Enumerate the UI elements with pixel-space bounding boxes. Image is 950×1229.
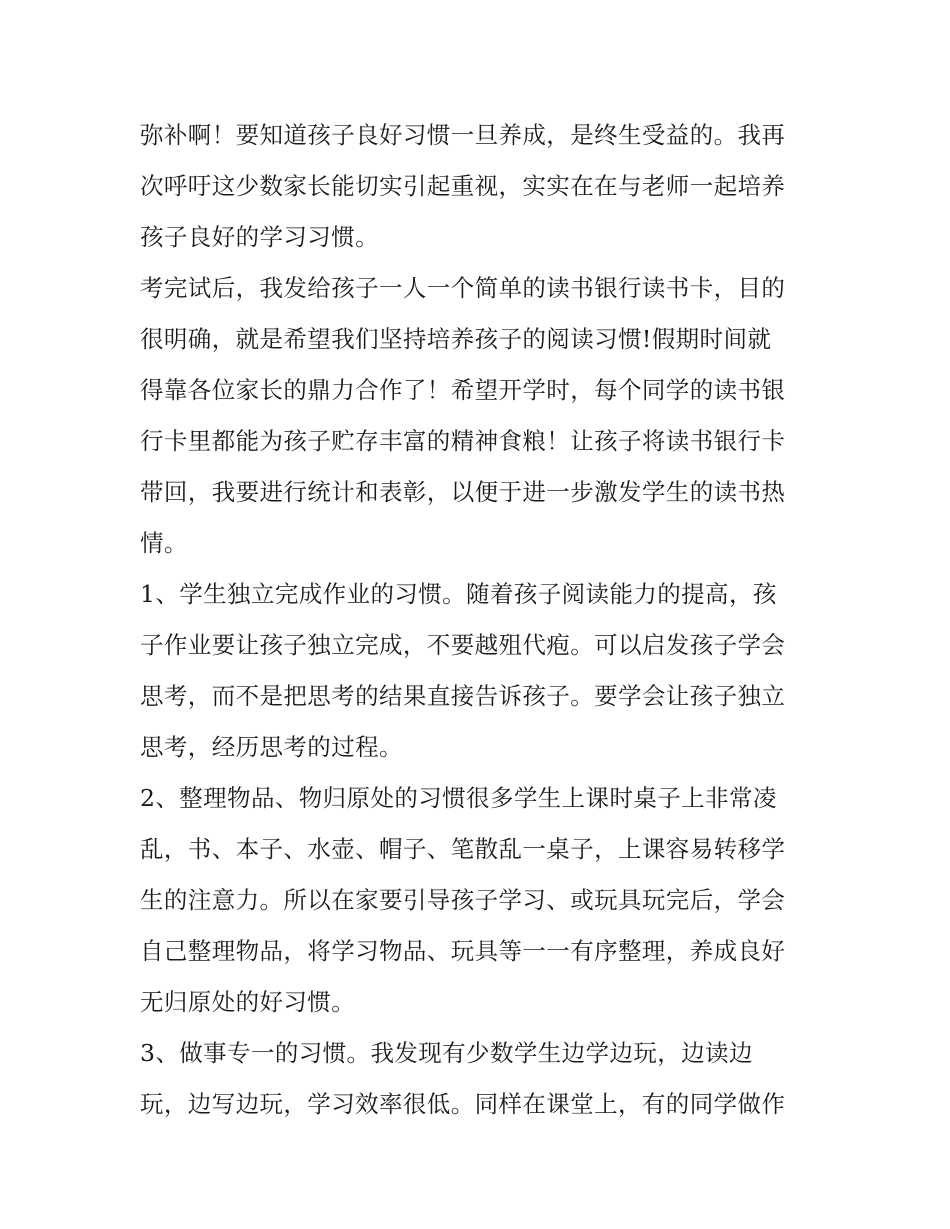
text-line: 无归原处的好习惯。: [140, 988, 356, 1016]
text-line: 生的注意力。所以在家要引导孩子学习、或玩具玩完后，学会: [140, 886, 786, 914]
document-body: [140, 110, 820, 1130]
text-line: 考完试后，我发给孩子一人一个简单的读书银行读书卡，目的: [140, 274, 786, 302]
text-line: 思考，而不是把思考的结果直接告诉孩子。要学会让孩子独立: [140, 682, 786, 710]
text-line: 行卡里都能为孩子贮存丰富的精神食粮！让孩子将读书银行卡: [140, 427, 786, 455]
text-line: 2、整理物品、物归原处的习惯很多学生上课时桌子上非常凌: [140, 784, 777, 812]
text-line: 子作业要让孩子独立完成，不要越殂代疱。可以启发孩子学会: [140, 631, 786, 659]
text-line: 弥补啊！要知道孩子良好习惯一旦养成，是终生受益的。我再: [140, 121, 786, 149]
text-line: 思考，经历思考的过程。: [140, 733, 403, 761]
text-line: 带回，我要进行统计和表彰，以便于进一步激发学生的读书热: [140, 478, 786, 506]
text-line: 很明确，就是希望我们坚持培养孩子的阅读习惯!假期时间就: [140, 325, 772, 353]
text-line: 1、学生独立完成作业的习惯。随着孩子阅读能力的提高，孩: [140, 580, 777, 608]
text-line: 玩，边写边玩，学习效率很低。同样在课堂上，有的同学做作: [140, 1090, 786, 1118]
text-line: 情。: [140, 529, 188, 557]
text-line: 乱，书、本子、水壶、帽子、笔散乱一桌子，上课容易转移学: [140, 835, 786, 863]
text-line: 次呼吁这少数家长能切实引起重视，实实在在与老师一起培养: [140, 172, 786, 200]
text-line: 自己整理物品，将学习物品、玩具等一一有序整理，养成良好: [140, 937, 786, 965]
text-line: 得靠各位家长的鼎力合作了！希望开学时，每个同学的读书银: [140, 376, 786, 404]
text-line: 孩子良好的学习习惯。: [140, 223, 379, 251]
text-line: 3、做事专一的习惯。我发现有少数学生边学边玩，边读边: [140, 1039, 753, 1067]
